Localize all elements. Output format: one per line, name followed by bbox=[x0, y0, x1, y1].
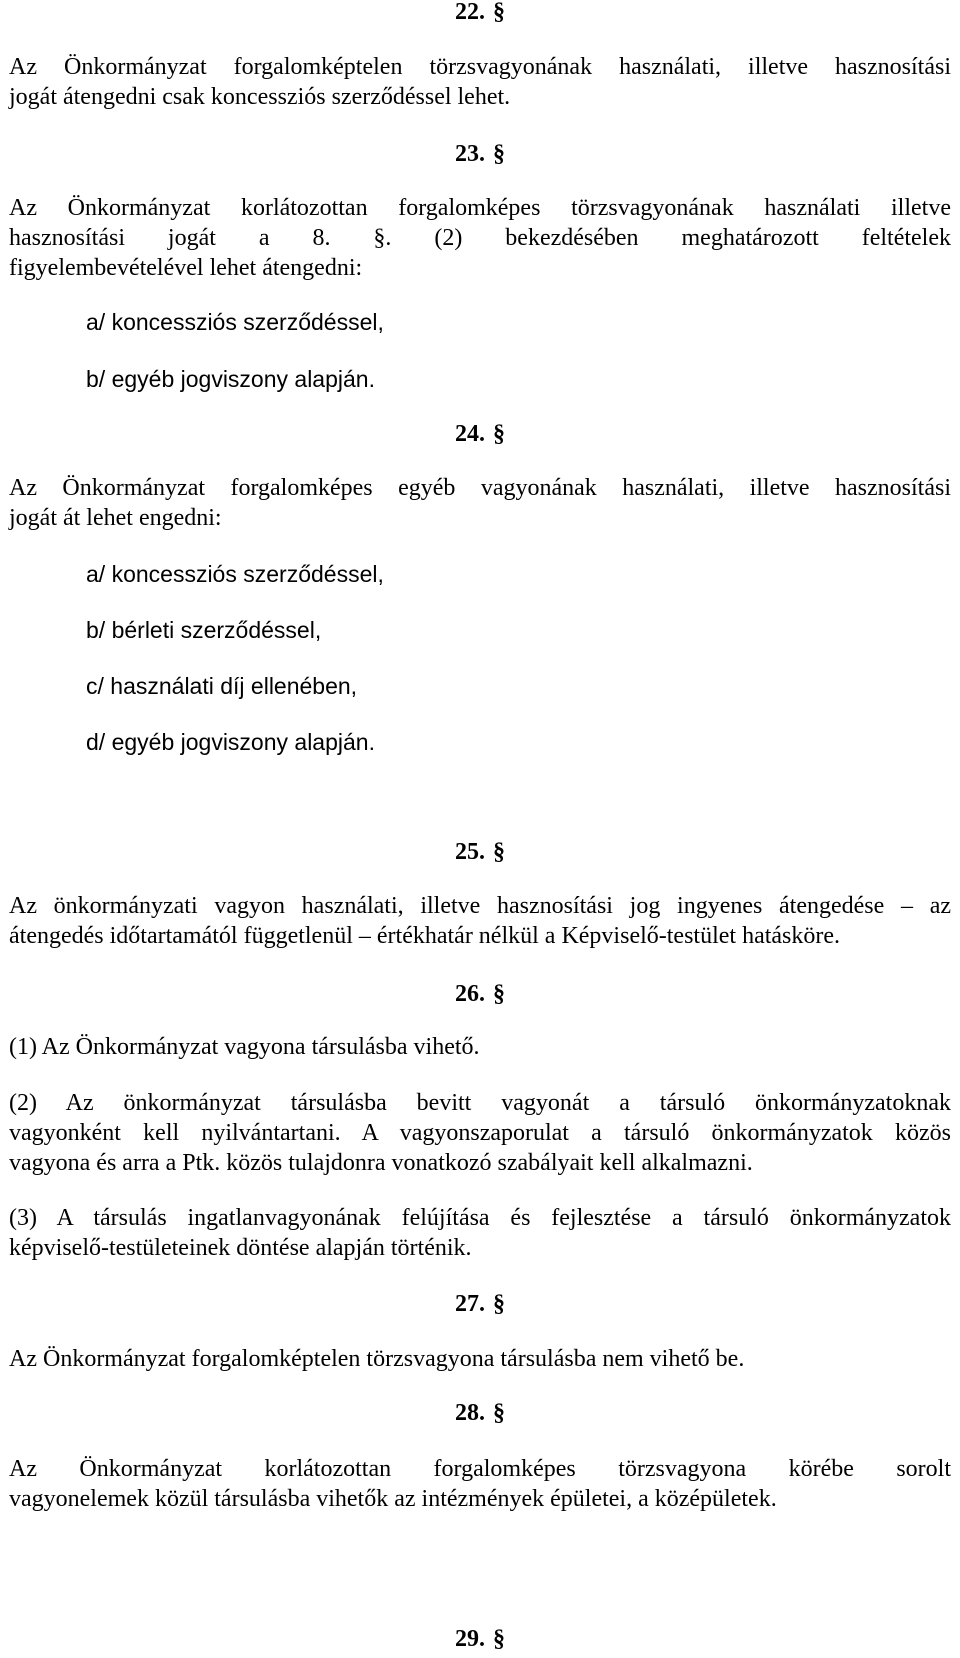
text-line: Az Önkormányzat forgalomképes egyéb vagyonának használati, illetve hasznosítási bbox=[9, 475, 951, 501]
list-item: b/ egyéb jogviszony alapján. bbox=[86, 366, 375, 392]
paragraph-27 bbox=[9, 1344, 951, 1374]
text-line: Az Önkormányzat korlátozottan forgalomképes törzsvagyonának használati illetve bbox=[9, 195, 951, 221]
text-line: képviselő-testületeinek döntése alapján történik. bbox=[9, 1235, 472, 1261]
list-item: d/ egyéb jogviszony alapján. bbox=[86, 729, 375, 755]
text-line: (1) Az Önkormányzat vagyona társulásba vihető. bbox=[9, 1034, 480, 1060]
text-line: vagyona és arra a Ptk. közös tulajdonra vonatkozó szabályait kell alkalmazni. bbox=[9, 1150, 753, 1176]
paragraph-22 bbox=[9, 52, 951, 112]
paragraph-25 bbox=[9, 891, 951, 951]
text-line: Az Önkormányzat korlátozottan forgalomképes törzsvagyona körébe sorolt bbox=[9, 1456, 951, 1482]
text-line: figyelembevételével lehet átengedni: bbox=[9, 255, 363, 281]
section-heading-24: 24. § bbox=[455, 421, 505, 447]
paragraph-28 bbox=[9, 1454, 951, 1514]
paragraph-26-3 bbox=[9, 1203, 951, 1263]
section-heading-28: 28. § bbox=[455, 1400, 505, 1426]
list-item: c/ használati díj ellenében, bbox=[86, 673, 358, 699]
section-symbol: § bbox=[493, 1291, 505, 1317]
section-heading-27: 27. § bbox=[455, 1291, 505, 1317]
section-symbol: § bbox=[493, 0, 505, 25]
text-line: Az Önkormányzat forgalomképtelen törzsvagyona társulásba nem vihető be. bbox=[9, 1346, 745, 1372]
text-line: (3) A társulás ingatlanvagyonának felújítása és fejlesztése a társuló önkormányzatok bbox=[9, 1205, 951, 1231]
list-item: a/ koncessziós szerződéssel, bbox=[86, 309, 384, 335]
section-heading-22: 22. § bbox=[455, 0, 505, 25]
text-line: hasznosítási jogát a 8. §. (2) bekezdésében meghatározott feltételek bbox=[9, 225, 951, 251]
section-symbol: § bbox=[493, 141, 505, 167]
list-item: b/ bérleti szerződéssel, bbox=[86, 617, 322, 643]
text-line: (2) Az önkormányzat társulásba bevitt vagyonát a társuló önkormányzatoknak bbox=[9, 1090, 951, 1116]
section-symbol: § bbox=[493, 839, 505, 865]
section-symbol: § bbox=[493, 981, 505, 1007]
paragraph-26-2 bbox=[9, 1088, 951, 1178]
section-symbol: § bbox=[493, 421, 505, 447]
text-line: átengedés időtartamától függetlenül – értékhatár nélkül a Képviselő-testület hatásköre. bbox=[9, 923, 841, 949]
text-line: Az önkormányzati vagyon használati, illetve hasznosítási jog ingyenes átengedése – az bbox=[9, 893, 951, 919]
paragraph-26-1 bbox=[9, 1032, 951, 1062]
list-item: a/ koncessziós szerződéssel, bbox=[86, 561, 384, 587]
text-line: vagyonelemek közül társulásba vihetők az intézmények épületei, a középületek. bbox=[9, 1486, 777, 1512]
section-heading-26: 26. § bbox=[455, 981, 505, 1007]
section-heading-25: 25. § bbox=[455, 839, 505, 865]
section-symbol: § bbox=[493, 1626, 505, 1652]
text-line: jogát átengedni csak koncessziós szerződéssel lehet. bbox=[9, 84, 511, 110]
section-heading-23: 23. § bbox=[455, 141, 505, 167]
paragraph-24 bbox=[9, 473, 951, 533]
text-line: Az Önkormányzat forgalomképtelen törzsvagyonának használati, illetve hasznosítási bbox=[9, 54, 951, 80]
text-line: jogát át lehet engedni: bbox=[9, 505, 222, 531]
paragraph-23 bbox=[9, 193, 951, 283]
text-line: vagyonként kell nyilvántartani. A vagyonszaporulat a társuló önkormányzatok közös bbox=[9, 1120, 951, 1146]
section-heading-29: 29. § bbox=[455, 1626, 505, 1652]
section-symbol: § bbox=[493, 1400, 505, 1426]
